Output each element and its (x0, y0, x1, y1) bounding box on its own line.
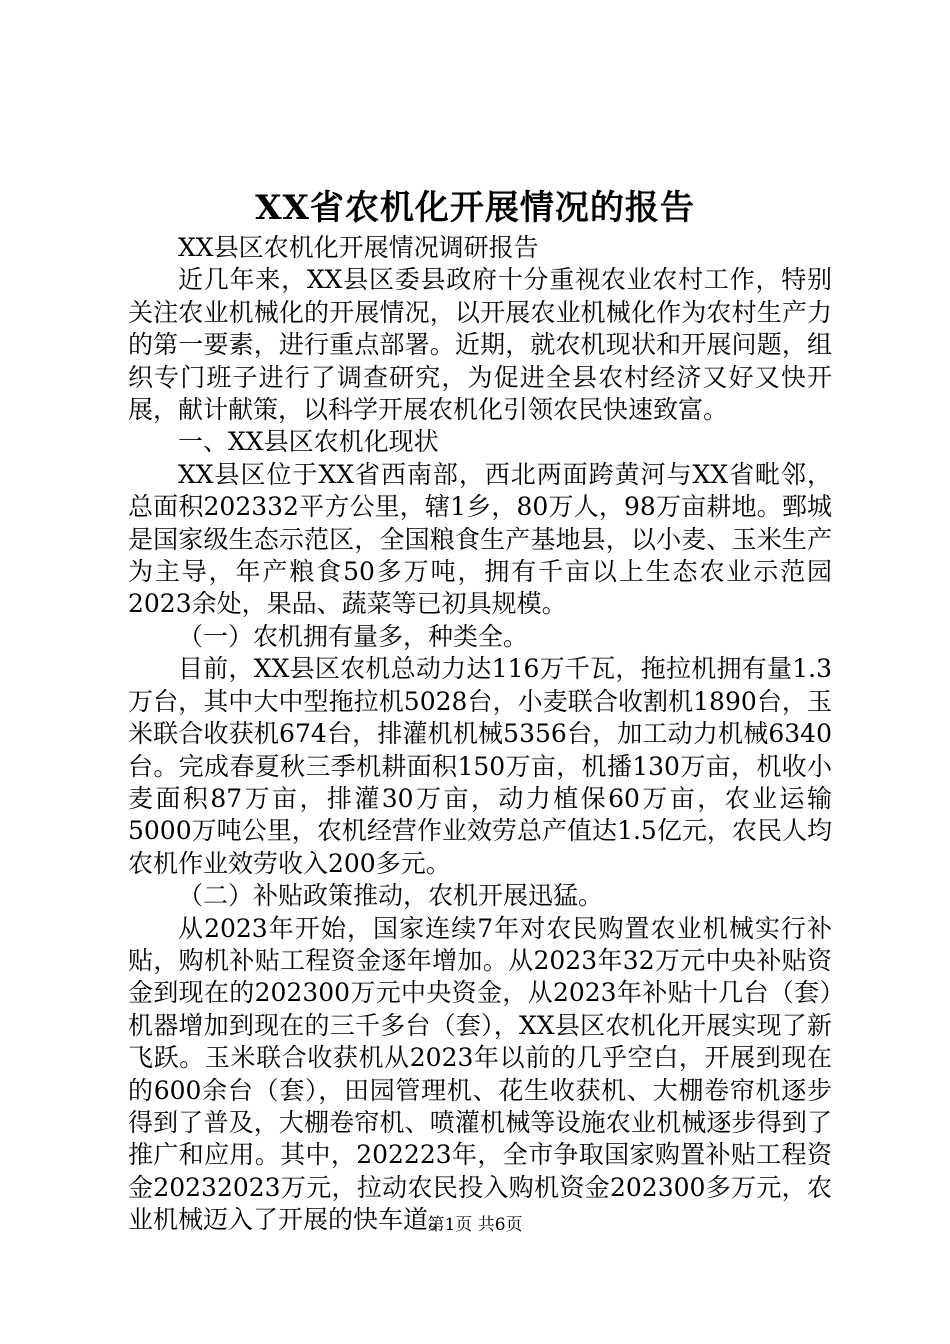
page-number-footer: 第1页 共6页 (427, 1215, 523, 1235)
report-subtitle: XX县区农机化开展情况调研报告 (178, 233, 539, 262)
section-heading-status: 一、XX县区农机化现状 (178, 427, 439, 457)
subsection-heading-1: （一）农机拥有量多，种类全。 (178, 621, 529, 651)
county-overview-paragraph: XX县区位于XX省西南部，西北两面跨黄河与XX省毗邻，总面积202332平方公里，辖1乡，80万人，98万亩耕地。鄄城是国家级生态示范区，全国粮食生产基地县，以小麦、玉米生产为主导，年产粮食50多万吨，拥有千亩以上生态农业示范园2023余处，果品、蔬菜等已初具规模。 (128, 459, 832, 619)
document-title: XX省农机化开展情况的报告 (255, 188, 695, 228)
intro-paragraph: 近几年来，XX县区委县政府十分重视农业农村工作，特别关注农业机械化的开展情况，以开展农业机械化作为农村生产力的第一要素，进行重点部署。近期，就农机现状和开展问题，组织专门班子进行了调查研究，为促进全县农村经济又好又快开展，献计献策，以科学开展农机化引领农民快速致富。 (128, 265, 832, 425)
subsection-heading-2: （二）补贴政策推动，农机开展迅猛。 (178, 881, 604, 911)
machinery-stats-paragraph: 目前，XX县区农机总动力达116万千瓦，拖拉机拥有量1.3万台，其中大中型拖拉机5028台，小麦联合收割机1890台，玉米联合收获机674台，排灌机机械5356台，加工动力机械6340台。完成春夏秋三季机耕面积150万亩，机播130万亩，机收小麦面积87万亩，排灌30万亩，动力植保60万亩，农业运输5000万吨公里，农机经营作业效劳总产值达1.5亿元，农民人均农机作业效劳收入200多元。 (128, 654, 832, 878)
document-body (128, 232, 832, 1237)
subsidy-policy-paragraph: 从2023年开始，国家连续7年对农民购置农业机械实行补贴，购机补贴工程资金逐年增加。从2023年32万元中央补贴资金到现在的202300万元中央资金，从2023年补贴十几台（套）机器增加到现在的三千多台（套），XX县区农机化开展实现了新飞跃。玉米联合收获机从2023年以前的几乎空白，开展到现在的600余台（套），田园管理机、花生收获机、大棚卷帘机逐步得到了普及，大棚卷帘机、喷灌机械等设施农业机械逐步得到了推广和应用。其中，202223年，全市争取国家购置补贴工程资金20232023万元，拉动农民投入购机资金202300多万元，农业机械迈入了开展的快车道。 (128, 913, 832, 1235)
